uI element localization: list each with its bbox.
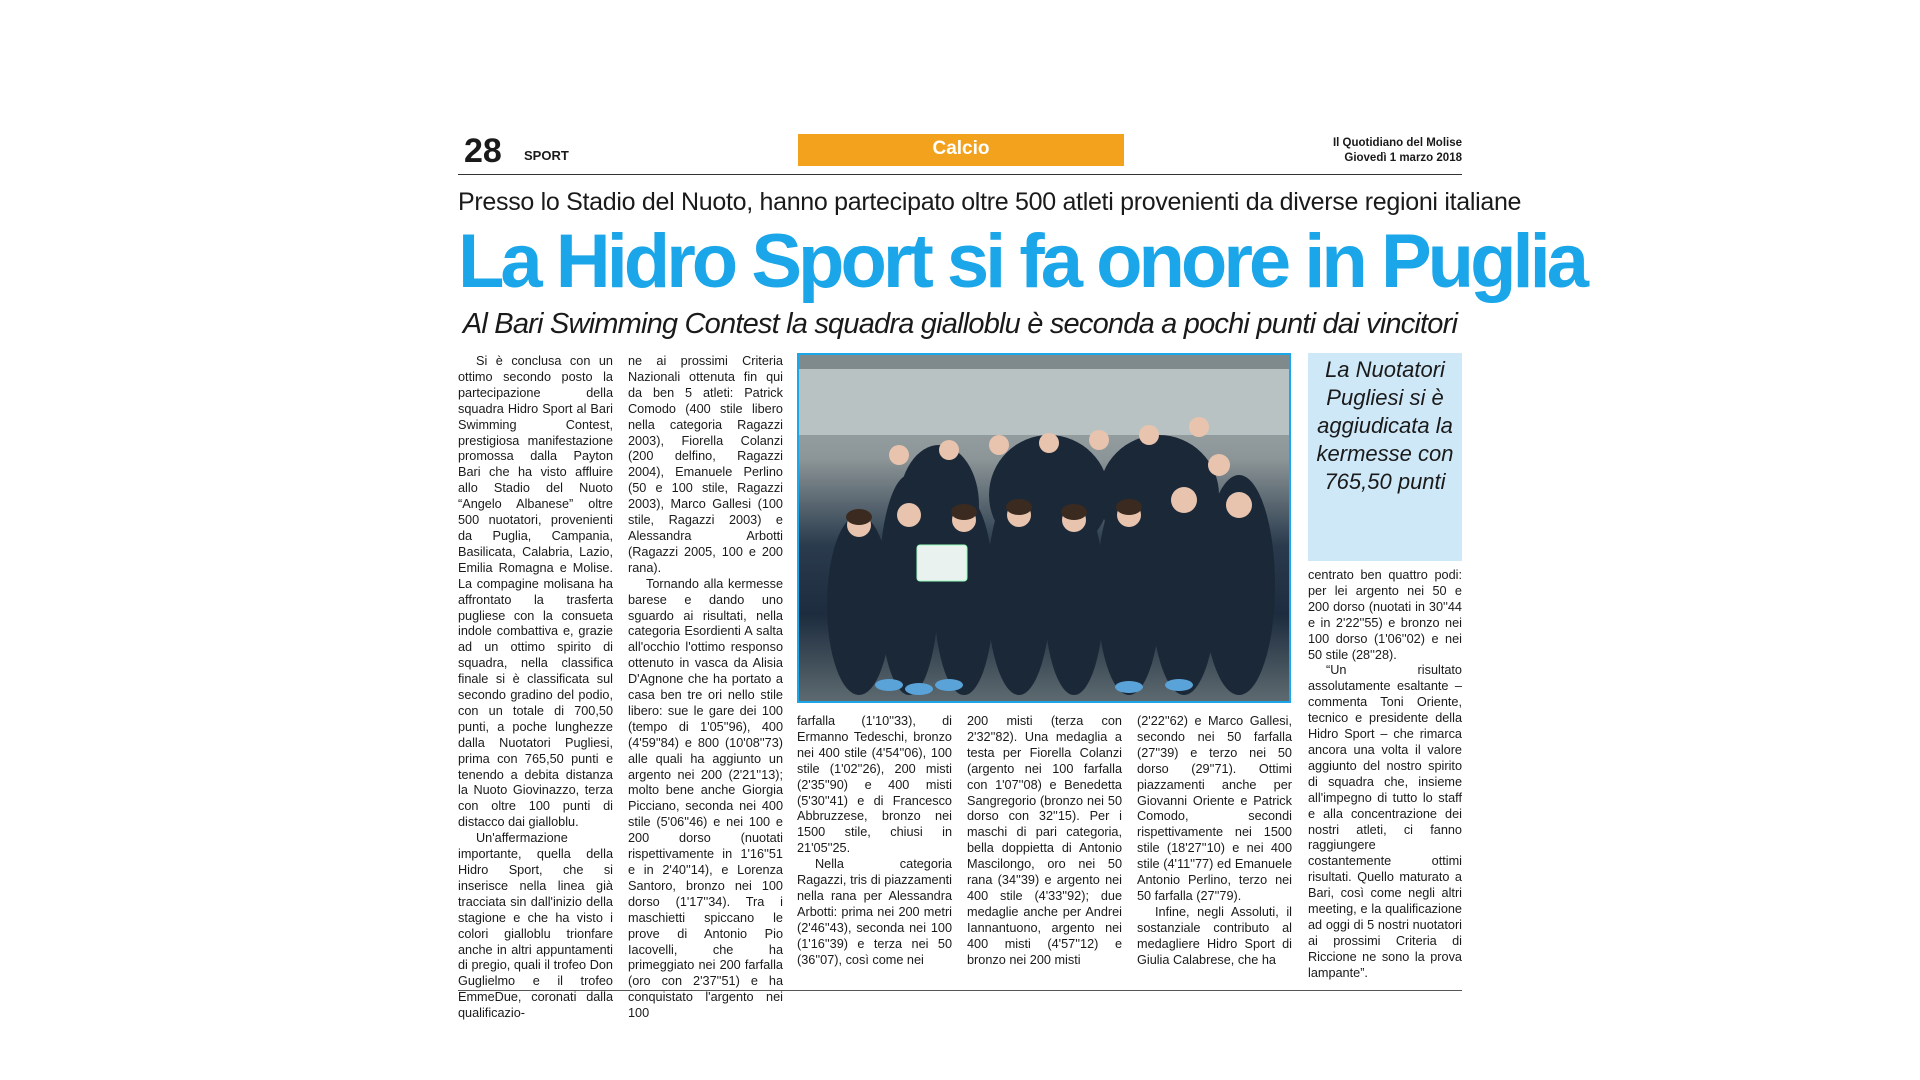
article-column-5 [1137, 714, 1292, 969]
paragraph: “Un risultato assolutamente esaltante – commenta Toni Oriente, tecnico e presidente della Hidro Sport – che rimarca ancora una volta il valore aggiunto del nostro spirito di squadra che, insieme all'impegno di tutto lo staff e alla concentrazione dei nostri atleti, ci fanno raggiungere costantemente ottimi risultati. Quello maturato a Bari, così come negli altri meeting, e la qualificazione ad oggi di 5 nostri nuotatori ai prossimi Criteria di Riccione ne sono la prova lampante”. [1308, 663, 1462, 980]
bottom-rule [458, 990, 1462, 991]
paragraph: 200 misti (terza con 2'32''82). Una medaglia a testa per Fiorella Colanzi (argento nei 100 farfalla con 1'07''08) e Benedetta Sangregorio (bronzo nei 50 dorso con 32''15). Per i maschi di pari categoria, bella doppietta di Antonio Mascilongo, oro nei 50 rana (34''39) e argento nei 400 stile (4'33''92); due medaglie anche per Andrei Iannantuono, argento nei 400 misti (4'57''12) e bronzo nei 200 misti [967, 714, 1122, 967]
page-number: 28 [464, 132, 502, 170]
issue-date: Giovedì 1 marzo 2018 [1344, 152, 1462, 164]
article-column-4 [967, 714, 1122, 969]
paragraph: ne ai prossimi Criteria Nazionali ottenuta fin qui da ben 5 atleti: Patrick Comodo (400 stile libero nella categoria Ragazzi 2003), Fiorella Colanzi (200 delfino, Ragazzi 2004), Emanuele Perlino (50 e 100 stile, Ragazzi 2003), Marco Gallesi (100 stile, Ragazzi 2003) e Alessandra Arbotti (Ragazzi 2005, 100 e 200 rana). [628, 354, 783, 575]
pull-quote: La Nuotatori Pugliesi si è aggiudicata la kermesse con 765,50 punti [1308, 353, 1462, 561]
page-header [458, 128, 1462, 175]
paragraph: Si è conclusa con un ottimo secondo posto la partecipazione della squadra Hidro Sport al Bari Swimming Contest, prestigiosa manifestazione promossa dalla Payton Bari che ha visto affluire allo Stadio del Nuoto “Angelo Albanese” oltre 500 nuotatori, provenienti da Puglia, Campania, Basilicata, Calabria, Lazio, Emilia Romagna e Molise. La compagine molisana ha affrontato la trasferta pugliese con la consueta indole combattiva e, grazie ad un ottimo spirito di squadra, nella classifica finale si è classificata sul secondo gradino del podio, con un totale di 700,50 punti, a poche lunghezze dalla Nuotatori Pugliesi, prima con 765,50 punti e tenendo a debita distanza la Nuoto Giovinazzo, terza con oltre 100 punti di distacco dai gialloblu. [458, 354, 613, 830]
topic-label: Calcio [798, 134, 1124, 166]
article-overline: Presso lo Stadio del Nuoto, hanno partecipato oltre 500 atleti provenienti da diverse regioni italiane [458, 188, 1522, 216]
paragraph: farfalla (1'10''33), di Ermanno Tedeschi, bronzo nei 400 stile (4'54''06), 100 stile (1'02''26), 200 misti (2'35''90) e 400 misti (5'30''41) e di Francesco Abbruzzese, bronzo nei 1500 stile, chiusi in 21'05''25. [797, 714, 952, 856]
paragraph: Un'affermazione importante, quella della Hidro Sport, che si inserisce nella linea già tracciata sin dall'inizio della stagione e che ha visto i colori gialloblu trionfare anche in altri appuntamenti di pregio, quali il trofeo Don Guglielmo e il trofeo EmmeDue, coronati dalla qualificazio- [458, 831, 613, 1021]
article-column-6 [1308, 568, 1462, 982]
article-column-2 [628, 354, 783, 1022]
team-photo [797, 353, 1291, 703]
paragraph: Nella categoria Ragazzi, tris di piazzamenti nella rana per Alessandra Arbotti: prima nei 200 metri (2'46''43), seconda nei 100 (1'16''39) e terza nei 50 (36''07), così come nei [797, 857, 952, 967]
paragraph: Tornando alla kermesse barese e dando uno sguardo ai risultati, nella categoria Esordienti A salta all'occhio l'ottimo responso ottenuto in vasca da Alisia D'Agnone che ha portato a casa ben tre ori nello stile libero: sue le gare dei 100 (tempo di 1'05''96), 400 (4'59''84) e 800 (10'08''73) alle quali ha aggiunto un argento nei 200 (2'21''13); molto bene anche Giorgia Picciano, seconda nei 400 stile (5'06''46) e nei 100 e 200 dorso (nuotati rispettivamente in 1'16''51 e in 2'40''14), e Lorenza Santoro, bronzo nei 100 dorso (1'17''34). Tra i maschietti spiccano le prove di Antonio Pio Iacovelli, che ha primeggiato nei 200 farfalla (oro con 2'37''51) e ha conquistato l'argento nei 100 [628, 576, 783, 1021]
paragraph: centrato ben quattro podi: per lei argento nei 50 e 200 dorso (nuotati in 30''44 e in 2'22''55) e bronzo nei 100 dorso (1'06''02) e nei 50 stile (28''28). [1308, 568, 1462, 662]
section-label: SPORT [524, 148, 569, 163]
newspaper-name: Il Quotidiano del Molise [1332, 137, 1462, 149]
masthead [1333, 136, 1462, 166]
article-subheadline: Al Bari Swimming Contest la squadra gialloblu è seconda a pochi punti dai vincitori [462, 308, 1458, 340]
article-column-1 [458, 354, 613, 1022]
paragraph: (2'22''62) e Marco Gallesi, secondo nei 50 farfalla (27''39) e terzo nei 50 dorso (29''71). Ottimi piazzamenti anche per Giovanni Oriente e Patrick Comodo, secondi rispettivamente nei 1500 stile (18'27''10) e nei 400 stile (4'11''77) ed Emanuele Antonio Perlino, terzo nei 50 farfalla (27''79). [1137, 714, 1292, 903]
article-headline: La Hidro Sport si fa onore in Puglia [458, 219, 1585, 304]
paragraph: Infine, negli Assoluti, il sostanziale contributo al medagliere Hidro Sport di Giulia Calabrese, che ha [1137, 904, 1292, 967]
article-column-3 [797, 714, 952, 969]
team-photo-illustration [799, 355, 1289, 701]
